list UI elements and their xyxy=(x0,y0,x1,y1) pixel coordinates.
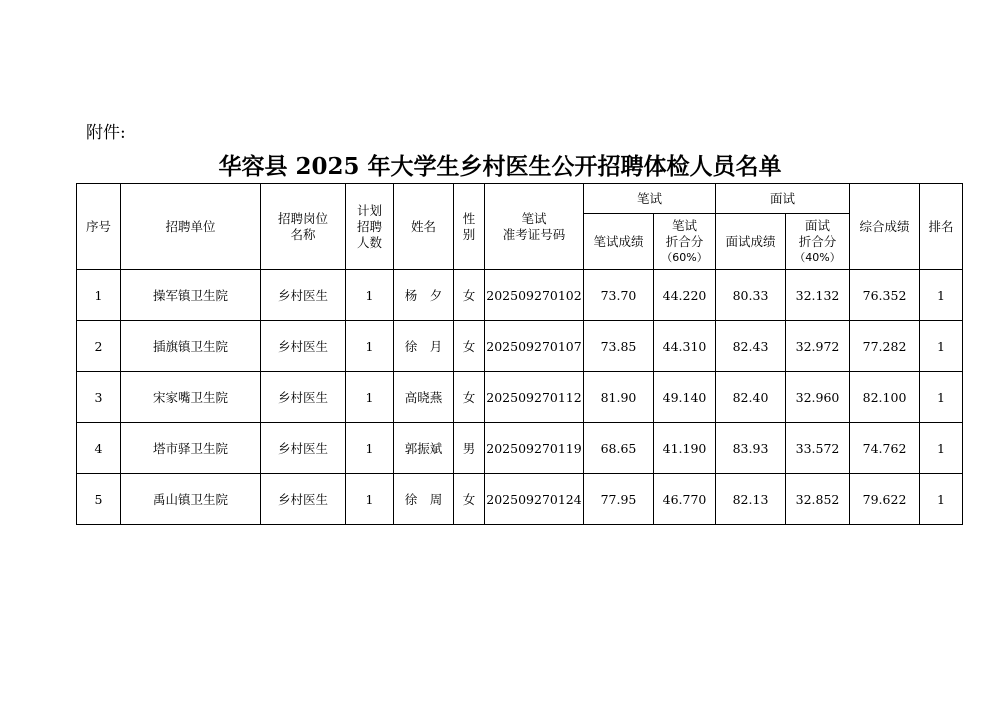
cell-plan: 1 xyxy=(346,372,394,423)
header-plan-line2: 招聘 xyxy=(356,218,382,234)
cell-interview-conv: 33.572 xyxy=(786,423,850,474)
cell-written: 81.90 xyxy=(584,372,654,423)
cell-total: 82.100 xyxy=(850,372,920,423)
cell-index: 2 xyxy=(77,321,121,372)
table-row xyxy=(77,423,963,474)
cell-post: 乡村医生 xyxy=(261,423,346,474)
cell-total: 79.622 xyxy=(850,474,920,525)
header-total: 综合成绩 xyxy=(850,184,920,270)
cell-written: 73.70 xyxy=(584,270,654,321)
header-rank: 排名 xyxy=(920,184,963,270)
header-plan-line3: 人数 xyxy=(356,234,382,250)
header-ticket-line2: 准考证号码 xyxy=(502,226,566,242)
cell-total: 77.282 xyxy=(850,321,920,372)
cell-index: 5 xyxy=(77,474,121,525)
cell-unit: 宋家嘴卫生院 xyxy=(121,372,261,423)
cell-rank: 1 xyxy=(920,474,963,525)
cell-post: 乡村医生 xyxy=(261,270,346,321)
header-index: 序号 xyxy=(77,184,121,270)
cell-interview: 83.93 xyxy=(716,423,786,474)
cell-ticket: 202509270124 xyxy=(485,474,584,525)
cell-ticket: 202509270107 xyxy=(485,321,584,372)
cell-plan: 1 xyxy=(346,270,394,321)
header-gender-line2: 别 xyxy=(462,226,476,242)
cell-interview: 82.13 xyxy=(716,474,786,525)
cell-written-conv: 44.310 xyxy=(654,321,716,372)
header-written-conv-line3: （60%） xyxy=(661,250,708,264)
header-plan xyxy=(346,184,394,270)
header-written-conv-line2: 折合分 xyxy=(665,233,704,249)
cell-rank: 1 xyxy=(920,372,963,423)
cell-written-conv: 44.220 xyxy=(654,270,716,321)
cell-index: 1 xyxy=(77,270,121,321)
cell-name: 高晓燕 xyxy=(394,372,454,423)
cell-interview: 82.40 xyxy=(716,372,786,423)
cell-unit: 插旗镇卫生院 xyxy=(121,321,261,372)
header-gender-line1: 性 xyxy=(462,210,476,226)
cell-interview-conv: 32.972 xyxy=(786,321,850,372)
header-row-1 xyxy=(77,184,963,214)
cell-post: 乡村医生 xyxy=(261,372,346,423)
header-name: 姓名 xyxy=(394,184,454,270)
cell-post: 乡村医生 xyxy=(261,321,346,372)
header-written-conv-line1: 笔试 xyxy=(672,217,698,233)
cell-written: 68.65 xyxy=(584,423,654,474)
table-row xyxy=(77,474,963,525)
header-unit: 招聘单位 xyxy=(121,184,261,270)
table-row xyxy=(77,372,963,423)
cell-gender: 男 xyxy=(454,423,485,474)
header-interview-score: 面试成绩 xyxy=(716,214,786,270)
document-title: 华容县 2025 年大学生乡村医生公开招聘体检人员名单 xyxy=(218,153,782,180)
roster-table xyxy=(76,183,963,525)
cell-gender: 女 xyxy=(454,321,485,372)
cell-post: 乡村医生 xyxy=(261,474,346,525)
cell-interview-conv: 32.852 xyxy=(786,474,850,525)
cell-ticket: 202509270112 xyxy=(485,372,584,423)
header-post-line2: 名称 xyxy=(290,226,316,242)
cell-interview: 82.43 xyxy=(716,321,786,372)
cell-written: 73.85 xyxy=(584,321,654,372)
header-ticket xyxy=(485,184,584,270)
header-interview-conv-line1: 面试 xyxy=(805,217,831,233)
cell-gender: 女 xyxy=(454,474,485,525)
cell-ticket: 202509270102 xyxy=(485,270,584,321)
cell-name: 杨 夕 xyxy=(394,270,454,321)
cell-rank: 1 xyxy=(920,423,963,474)
cell-index: 4 xyxy=(77,423,121,474)
header-interview-conv-line3: （40%） xyxy=(794,250,841,264)
cell-rank: 1 xyxy=(920,321,963,372)
header-post-line1: 招聘岗位 xyxy=(277,210,328,226)
header-plan-line1: 计划 xyxy=(356,202,382,218)
cell-interview: 80.33 xyxy=(716,270,786,321)
cell-plan: 1 xyxy=(346,474,394,525)
header-written-group: 笔试 xyxy=(584,184,716,214)
table-row xyxy=(77,270,963,321)
cell-name: 徐 周 xyxy=(394,474,454,525)
cell-written-conv: 49.140 xyxy=(654,372,716,423)
cell-gender: 女 xyxy=(454,372,485,423)
cell-unit: 操军镇卫生院 xyxy=(121,270,261,321)
cell-index: 3 xyxy=(77,372,121,423)
cell-written: 77.95 xyxy=(584,474,654,525)
header-interview-conv xyxy=(786,214,850,270)
header-written-conv xyxy=(654,214,716,270)
header-post xyxy=(261,184,346,270)
cell-gender: 女 xyxy=(454,270,485,321)
cell-name: 郭振斌 xyxy=(394,423,454,474)
attachment-label: 附件: xyxy=(86,123,126,143)
cell-rank: 1 xyxy=(920,270,963,321)
cell-plan: 1 xyxy=(346,423,394,474)
cell-interview-conv: 32.960 xyxy=(786,372,850,423)
cell-written-conv: 41.190 xyxy=(654,423,716,474)
table-row xyxy=(77,321,963,372)
header-interview-conv-line2: 折合分 xyxy=(798,233,837,249)
header-interview-group: 面试 xyxy=(716,184,850,214)
header-ticket-line1: 笔试 xyxy=(521,210,547,226)
cell-unit: 禹山镇卫生院 xyxy=(121,474,261,525)
cell-total: 74.762 xyxy=(850,423,920,474)
cell-plan: 1 xyxy=(346,321,394,372)
cell-interview-conv: 32.132 xyxy=(786,270,850,321)
cell-total: 76.352 xyxy=(850,270,920,321)
cell-ticket: 202509270119 xyxy=(485,423,584,474)
cell-name: 徐 月 xyxy=(394,321,454,372)
cell-written-conv: 46.770 xyxy=(654,474,716,525)
header-gender xyxy=(454,184,485,270)
cell-unit: 塔市驿卫生院 xyxy=(121,423,261,474)
header-written-score: 笔试成绩 xyxy=(584,214,654,270)
